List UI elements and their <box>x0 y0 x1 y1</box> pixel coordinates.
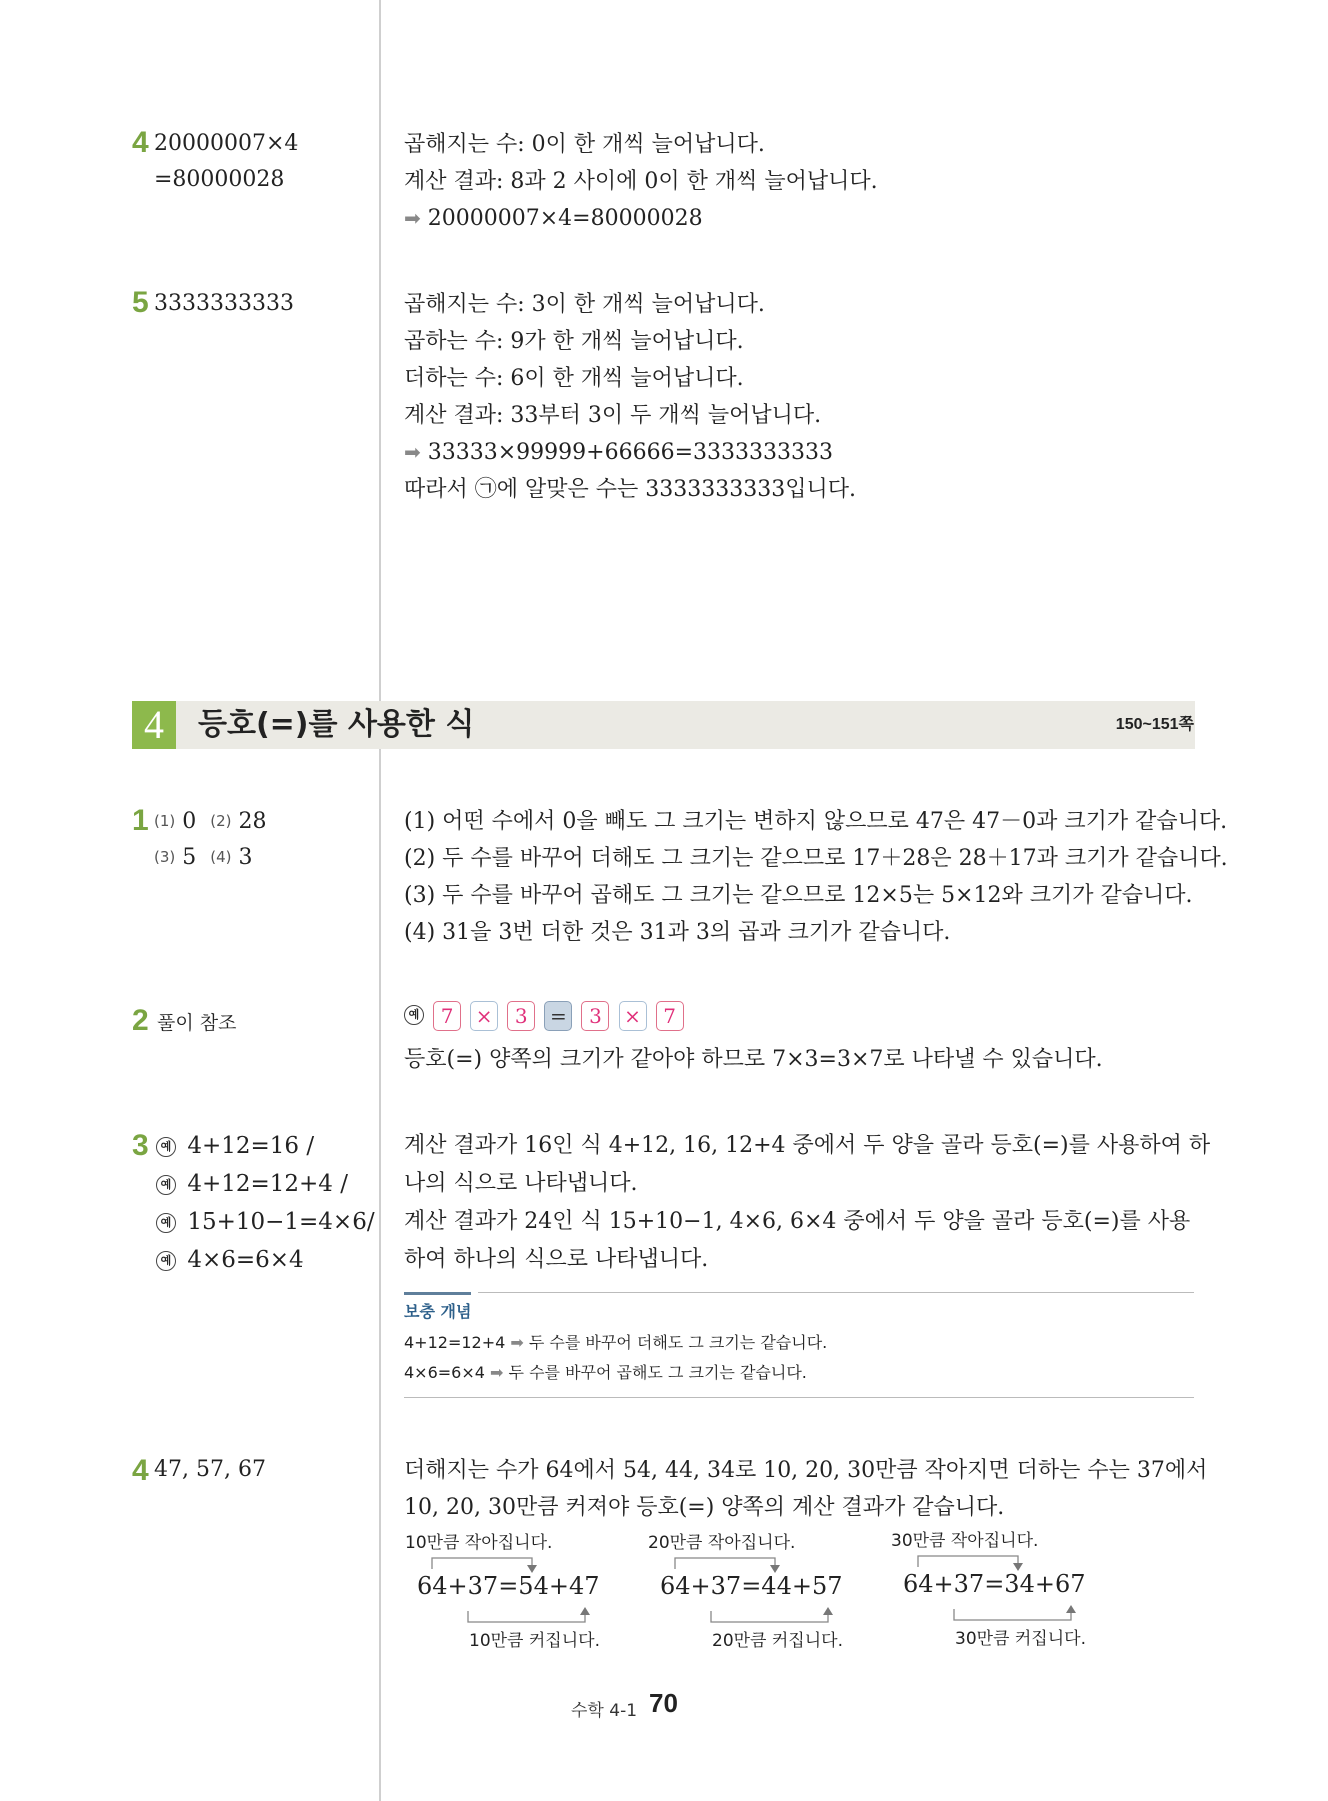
explanation <box>404 1127 1210 1279</box>
note-divider <box>478 1292 1194 1293</box>
problem-number: 2 <box>132 1004 149 1037</box>
section-number-badge: 4 <box>132 701 176 749</box>
example-mark: 예 <box>156 1137 176 1157</box>
number-box: 7 <box>656 1001 684 1031</box>
operator-box: × <box>619 1001 647 1031</box>
diagram-top-label: 30만큼 작아집니다. <box>891 1531 1039 1551</box>
explanation-line: ➡ 20000007×4=80000028 <box>404 206 703 231</box>
answer-line: 예 4+12=12+4 / <box>156 1165 375 1203</box>
change-diagram <box>405 1528 605 1651</box>
problem-number: 3 <box>132 1129 149 1162</box>
example-mark: 예 <box>156 1251 176 1271</box>
footer-subject: 수학 4-1 <box>571 1701 638 1721</box>
explanation-line: 더하는 수: 6이 한 개씩 늘어납니다. <box>404 366 744 391</box>
problem-number: 4 <box>132 126 149 159</box>
answer-line: (1) 0 (2) 28 <box>154 809 267 834</box>
diagram-equation: 64+37=44+57 <box>660 1572 843 1600</box>
explanation-line: 계산 결과: 8과 2 사이에 0이 한 개씩 늘어납니다. <box>404 169 878 194</box>
note-body <box>404 1328 1194 1388</box>
arrow-icon: ➡ <box>404 206 421 230</box>
diagram-top-label: 20만큼 작아집니다. <box>648 1533 796 1553</box>
answer-line: 예 15+10−1=4×6/ <box>156 1203 375 1241</box>
explanation-line: (3) 두 수를 바꾸어 곱해도 그 크기는 같으므로 12×5는 5×12와 크기가 같습니다. <box>404 883 1193 908</box>
explanation <box>404 126 878 237</box>
operator-box: × <box>470 1001 498 1031</box>
page-number: 70 <box>649 1688 678 1718</box>
change-diagram <box>648 1528 848 1651</box>
note-title: 보충 개념 <box>404 1292 471 1322</box>
explanation-line: 따라서 ㉠에 알맞은 수는 3333333333입니다. <box>404 477 856 502</box>
explanation-line: ➡ 33333×99999+66666=3333333333 <box>404 440 833 465</box>
explanation-line: 곱해지는 수: 3이 한 개씩 늘어납니다. <box>404 292 765 317</box>
diagram-equation: 64+37=34+67 <box>903 1570 1086 1598</box>
explanation-line: 더해지는 수가 64에서 54, 44, 34로 10, 20, 30만큼 작아지면 더하는 수는 37에서 <box>404 1458 1208 1483</box>
example-mark: 예 <box>156 1175 176 1195</box>
explanation-line: 10, 20, 30만큼 커져야 등호(=) 양쪽의 계산 결과가 같습니다. <box>404 1495 1005 1520</box>
explanation-line: 곱해지는 수: 0이 한 개씩 늘어납니다. <box>404 132 765 157</box>
supplementary-note <box>404 1292 1194 1388</box>
explanation-line: (2) 두 수를 바꾸어 더해도 그 크기는 같으므로 17＋28은 28＋17과 크기가 같습니다. <box>404 846 1228 871</box>
example-mark: 예 <box>156 1213 176 1233</box>
arrow-icon: ➡ <box>510 1333 524 1352</box>
answer-line: =80000028 <box>154 167 285 192</box>
explanation <box>404 1452 1207 1526</box>
answer-line: 예 4+12=16 / <box>156 1127 375 1165</box>
number-box: 7 <box>433 1001 461 1031</box>
section-pages: 150~151쪽 <box>1115 716 1194 733</box>
diagram-top-label: 10만큼 작아집니다. <box>405 1533 553 1553</box>
equals-box: = <box>544 1001 572 1031</box>
answer-list <box>156 1127 375 1279</box>
explanation <box>404 286 856 508</box>
answer-line: 예 4×6=6×4 <box>156 1241 375 1279</box>
problem-number: 1 <box>132 804 149 837</box>
answer-line: 풀이 참조 <box>157 1012 237 1034</box>
diagram-bottom-label: 30만큼 커집니다. <box>955 1629 1086 1649</box>
explanation <box>404 803 1228 951</box>
explanation-line: 등호(=) 양쪽의 크기가 같아야 하므로 7×3=3×7로 나타낼 수 있습니다. <box>404 1047 1103 1072</box>
arrow-icon: ➡ <box>404 440 421 464</box>
number-box: 3 <box>507 1001 535 1031</box>
explanation-line: 곱하는 수: 9가 한 개씩 늘어납니다. <box>404 329 744 354</box>
problem-number: 5 <box>132 286 149 319</box>
explanation-line: 계산 결과: 33부터 3이 두 개씩 늘어납니다. <box>404 403 822 428</box>
arrow-icon: ➡ <box>490 1363 504 1382</box>
explanation-line: 나의 식으로 나타냅니다. <box>404 1171 638 1196</box>
answer-line: 47, 57, 67 <box>154 1457 266 1482</box>
note-divider <box>404 1397 1194 1398</box>
explanation-line: 계산 결과가 24인 식 15+10−1, 4×6, 6×4 중에서 두 양을 골라 등호(=)를 사용 <box>404 1209 1191 1234</box>
diagram-bottom-label: 10만큼 커집니다. <box>469 1631 600 1651</box>
note-line: 4×6=6×4 ➡ 두 수를 바꾸어 곱해도 그 크기는 같습니다. <box>404 1363 807 1382</box>
answer-boxes <box>404 1001 688 1031</box>
example-mark: 예 <box>404 1005 424 1025</box>
problem-number: 4 <box>132 1454 149 1487</box>
section-title: 등호(=)를 사용한 식 <box>198 707 475 742</box>
column-divider <box>379 0 381 1801</box>
explanation-line: (4) 31을 3번 더한 것은 31과 3의 곱과 크기가 같습니다. <box>404 920 951 945</box>
answer-line: 3333333333 <box>154 291 294 316</box>
diagram-equation: 64+37=54+47 <box>417 1572 600 1600</box>
note-line: 4+12=12+4 ➡ 두 수를 바꾸어 더해도 그 크기는 같습니다. <box>404 1333 828 1352</box>
diagram-bottom-label: 20만큼 커집니다. <box>712 1631 843 1651</box>
change-diagram <box>891 1526 1091 1649</box>
explanation-line: 하여 하나의 식으로 나타냅니다. <box>404 1247 709 1272</box>
explanation-line: (1) 어떤 수에서 0을 빼도 그 크기는 변하지 않으므로 47은 47－0과 크기가 같습니다. <box>404 809 1228 834</box>
answer-line: (3) 5 (4) 3 <box>154 845 253 870</box>
answer-line: 20000007×4 <box>154 131 299 156</box>
circled-mark: ㉠ <box>474 477 497 502</box>
explanation-line: 계산 결과가 16인 식 4+12, 16, 12+4 중에서 두 양을 골라 등호(=)를 사용하여 하 <box>404 1133 1211 1158</box>
number-box: 3 <box>581 1001 609 1031</box>
